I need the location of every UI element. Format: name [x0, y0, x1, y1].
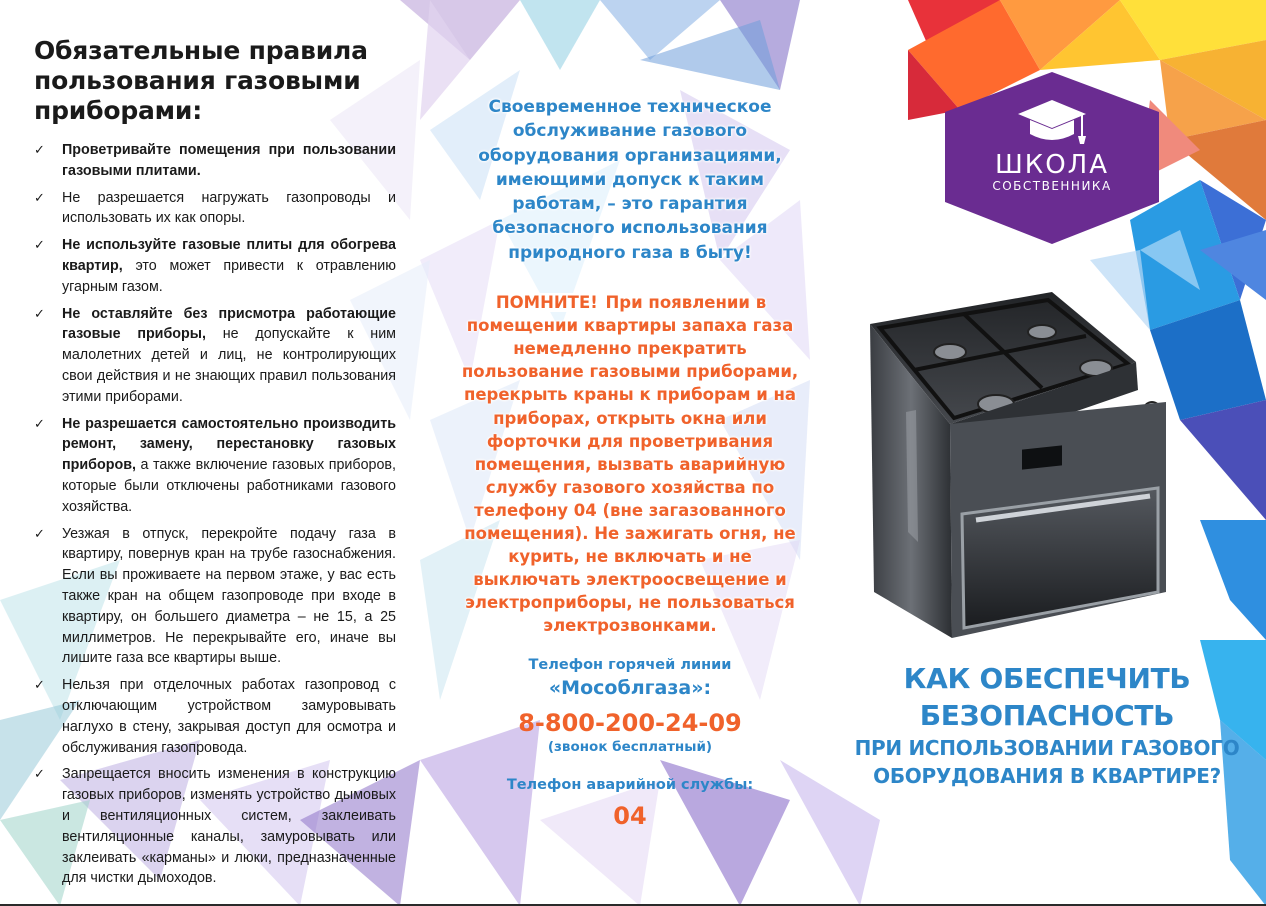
- warning-text: При появлении в помещении квартиры запаха газа немедленно прекратить пользование газовыми приборами, перекрыть краны к приборам и на приборах, открыть окна или форточки для проветривания помещения, вызвать аварийную службу газового хозяйства по телефону 04 (вне загазованного помещения). Не зажигать огня, не курить, не включать и не выключать электроосвещение и электроприборы, не пользоваться электрозвонками.: [461, 293, 799, 636]
- logo-line1: ШКОЛА: [994, 150, 1110, 180]
- list-item: [34, 524, 396, 670]
- check-icon: ✓: [34, 415, 45, 431]
- rules-title: Обязательные правила пользования газовыми приборами:: [34, 36, 368, 125]
- gas-leak-warning: [452, 291, 808, 637]
- rule-bold-text: Не используйте газовые плиты для обогрева квартир,: [62, 237, 396, 274]
- rule-text: Уезжая в отпуск, перекройте подачу газа в квартиру, повернув кран на трубе газоснабжения. Если вы проживаете на первом этаже, у вас есть также кран на общем газопроводе при входе в квартиру, он большего диаметра – не 15, а 25 миллиметров. Не перекрывайте его, иначе вы лишите газа все квартиры выше.: [62, 525, 396, 667]
- rules-list: [34, 140, 396, 889]
- rule-text: а также включение газовых приборов, которые были отключены работниками газового хозяйства.: [62, 457, 396, 515]
- list-item: [34, 140, 396, 182]
- headline-main: КАК ОБЕСПЕЧИТЬ БЕЗОПАСНОСТЬ: [903, 662, 1191, 732]
- emergency-label: Телефон аварийной службы:: [506, 777, 754, 794]
- rule-bold-text: Проветривайте помещения при пользовании газовыми плитами.: [62, 142, 396, 179]
- rules-column: [34, 36, 396, 895]
- hotline-org: «Мособлгаза»:: [548, 677, 712, 700]
- rule-text: Запрещается вносить изменения в конструкцию газовых приборов, изменять устройство дымовых и вентиляционных систем, заклеивать вентиляционные каналы, замуровывать или заклеивать «карманы» и люки, предназначенные для чистки дымоходов.: [62, 766, 396, 887]
- check-icon: ✓: [34, 189, 45, 205]
- list-item: [34, 304, 396, 408]
- headline-sub: ПРИ ИСПОЛЬЗОВАНИИ ГАЗОВОГО ОБОРУДОВАНИЯ В КВАРТИРЕ?: [854, 736, 1240, 788]
- info-column: [452, 95, 808, 831]
- brochure-headline: [848, 660, 1246, 790]
- emergency-number: 04: [613, 802, 647, 831]
- list-item: [34, 235, 396, 297]
- logo-line2: СОБСТВЕННИКА: [992, 179, 1112, 193]
- check-icon: ✓: [34, 766, 45, 782]
- rule-text: Нельзя при отделочных работах газопровод с отключающим устройством замуровывать наглухо в стену, закрывая доступ для осмотра и обслуживания газопровода.: [62, 677, 396, 756]
- hotline-number: 8-800-200-24-09: [518, 709, 742, 738]
- list-item: [34, 764, 396, 889]
- list-item: [34, 188, 396, 230]
- rule-bold-text: Не разрешается самостоятельно производить ремонт, замену, перестановку газовых приборов,: [62, 415, 396, 474]
- check-icon: ✓: [34, 525, 45, 541]
- list-item: [34, 414, 396, 518]
- rule-bold-text: Не оставляйте без присмотра работающие газовые приборы,: [62, 305, 396, 343]
- maintenance-intro: Своевременное техническое обслуживание газового оборудования организациями, имеющими допуск к таким работам, – это гарантия безопасного использования природного газа в быту!: [478, 97, 782, 263]
- school-owner-logo: [945, 72, 1159, 244]
- list-item: [34, 675, 396, 758]
- hotline-label: Телефон горячей линии: [528, 657, 732, 674]
- rule-text: Не разрешается нагружать газопроводы и использовать их как опоры.: [62, 189, 396, 227]
- check-icon: ✓: [34, 677, 45, 693]
- hotline-note: (звонок бесплатный): [547, 739, 713, 756]
- gas-stove-image: [866, 292, 1200, 638]
- check-icon: ✓: [34, 305, 45, 321]
- rule-text: не допускайте к ним малолетних детей и лиц, не контролирующих свои действия и не знающих правил пользования этими приборами.: [62, 326, 397, 405]
- check-icon: ✓: [34, 237, 45, 253]
- rule-text: это может привести к отравлению угарным газом.: [62, 257, 396, 295]
- warning-lead: ПОМНИТЕ!: [495, 293, 598, 313]
- check-icon: ✓: [34, 142, 45, 157]
